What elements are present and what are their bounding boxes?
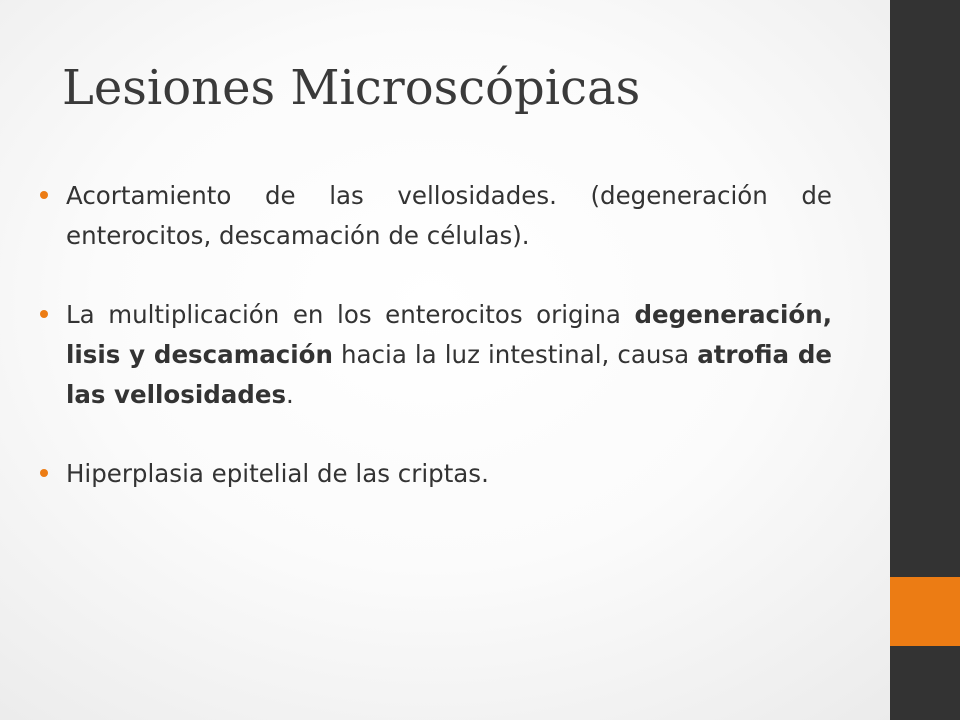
bullet-bold-segment: degeneración, lisis y descamación (66, 300, 832, 369)
bullet-text-segment: Acortamiento de las vellosidades. (degeneración de enterocitos, descamación de células). (66, 181, 832, 250)
bullet-dot-icon (40, 191, 48, 199)
bullet-item (38, 295, 832, 415)
bullet-dot-icon (40, 469, 48, 477)
bullet-text (66, 459, 489, 488)
bullet-list (38, 176, 832, 494)
bullet-text (66, 181, 832, 250)
side-bar (890, 0, 960, 720)
bullet-item (38, 176, 832, 256)
bullet-text (66, 300, 832, 409)
side-accent-block (890, 577, 960, 646)
bullet-dot-icon (40, 310, 48, 318)
bullet-item (38, 454, 832, 494)
slide-title: Lesiones Microscópicas (62, 60, 641, 116)
bullet-bold-segment: atrofia de las vellosidades (66, 340, 832, 409)
bullet-text-segment: . (286, 380, 294, 409)
bullet-text-segment: hacia la luz intestinal, causa (332, 340, 698, 369)
bullet-text-segment: Hiperplasia epitelial de las criptas. (66, 459, 489, 488)
bullet-text-segment: La multiplicación en los enterocitos origina (66, 300, 635, 329)
